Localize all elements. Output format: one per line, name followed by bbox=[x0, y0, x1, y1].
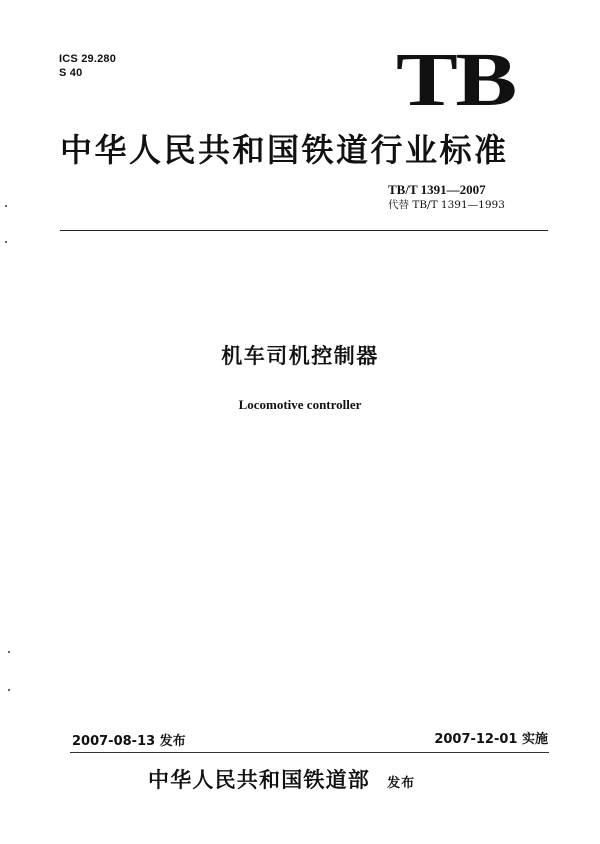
publisher-name: 中华人民共和国铁道部 bbox=[148, 768, 370, 792]
publisher-line bbox=[148, 766, 415, 798]
scan-speck bbox=[8, 689, 10, 691]
standard-code-block bbox=[388, 181, 528, 213]
ccs-code: S 40 bbox=[59, 67, 83, 79]
effective-date: 2007-12-01 实施 bbox=[434, 732, 548, 747]
tb-logo: TB bbox=[396, 38, 515, 122]
header-divider bbox=[60, 230, 548, 231]
scan-speck bbox=[5, 241, 7, 243]
issue-date: 2007-08-13 发布 bbox=[72, 734, 186, 749]
publisher-suffix: 发布 bbox=[387, 776, 416, 791]
standard-number: TB/T 1391—2007 bbox=[388, 182, 486, 197]
document-title: 机车司机控制器 bbox=[221, 344, 379, 368]
document-subtitle: Locomotive controller bbox=[238, 397, 362, 412]
replaces-note: 代替 TB/T 1391—1993 bbox=[388, 199, 505, 211]
scan-speck bbox=[8, 651, 10, 653]
ics-code: ICS 29.280 bbox=[59, 53, 117, 65]
scan-speck bbox=[5, 205, 7, 207]
classification-codes bbox=[59, 52, 116, 80]
standard-type-heading: 中华人民共和国铁道行业标准 bbox=[60, 131, 509, 169]
footer-divider bbox=[70, 752, 549, 753]
